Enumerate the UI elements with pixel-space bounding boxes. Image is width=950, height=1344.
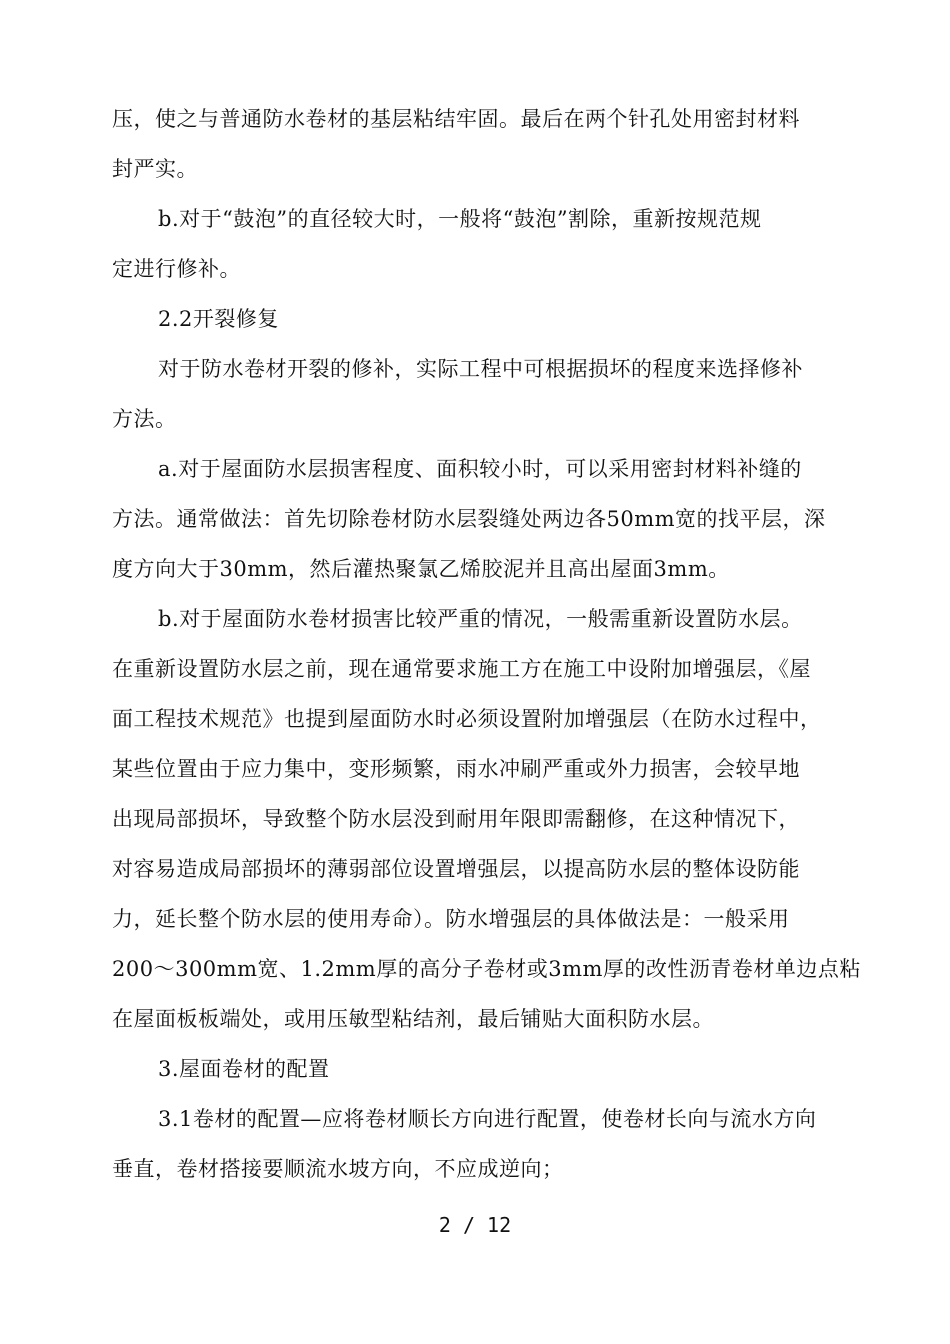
text-line: 力，延长整个防水层的使用寿命）。防水增强层的具体做法是：一般采用 [112,907,790,931]
text-line: 面工程技术规范》也提到屋面防水时必须设置附加增强层（在防水过程中， [112,707,822,731]
text-line: 定进行修补。 [112,257,241,281]
text-line: 对容易造成局部损坏的薄弱部位设置增强层，以提高防水层的整体设防能 [112,857,800,881]
text-line: 200～300mm宽、1.2mm厚的高分子卷材或3mm厚的改性沥青卷材单边点粘 [112,957,861,981]
page-number: 2 / 12 [438,1213,512,1237]
text-line: 在重新设置防水层之前，现在通常要求施工方在施工中设附加增强层，《屋 [112,657,811,681]
text-line: 某些位置由于应力集中，变形频繁，雨水冲刷严重或外力损害，会较早地 [112,757,800,781]
text-line: 垂直，卷材搭接要顺流水坡方向，不应成逆向； [112,1157,564,1181]
text-line: 度方向大于30mm，然后灌热聚氯乙烯胶泥并且高出屋面3mm。 [112,557,730,581]
text-line: 在屋面板板端处，或用压敏型粘结剂，最后铺贴大面积防水层。 [112,1007,714,1031]
text-line: 出现局部损坏，导致整个防水层没到耐用年限即需翻修，在这种情况下， [112,807,800,831]
text-line: 方法。通常做法：首先切除卷材防水层裂缝处两边各50mm宽的找平层，深 [112,507,826,531]
text-line: b.对于屋面防水卷材损害比较严重的情况，一般需重新设置防水层。 [158,607,803,631]
text-line: 方法。 [112,407,177,431]
text-line: 对于防水卷材开裂的修补，实际工程中可根据损坏的程度来选择修补 [158,357,803,381]
text-line: b.对于“鼓泡”的直径较大时，一般将“鼓泡”割除，重新按规范规 [158,207,762,231]
section-heading: 3.屋面卷材的配置 [158,1057,330,1081]
text-line: 压，使之与普通防水卷材的基层粘结牢固。最后在两个针孔处用密封材料 [112,107,800,131]
text-line: 3.1卷材的配置—应将卷材顺长方向进行配置，使卷材长向与流水方向 [158,1107,817,1131]
text-line: 封严实。 [112,157,198,181]
text-line: a.对于屋面防水层损害程度、面积较小时，可以采用密封材料补缝的 [158,457,802,481]
section-heading: 2.2开裂修复 [158,307,279,331]
